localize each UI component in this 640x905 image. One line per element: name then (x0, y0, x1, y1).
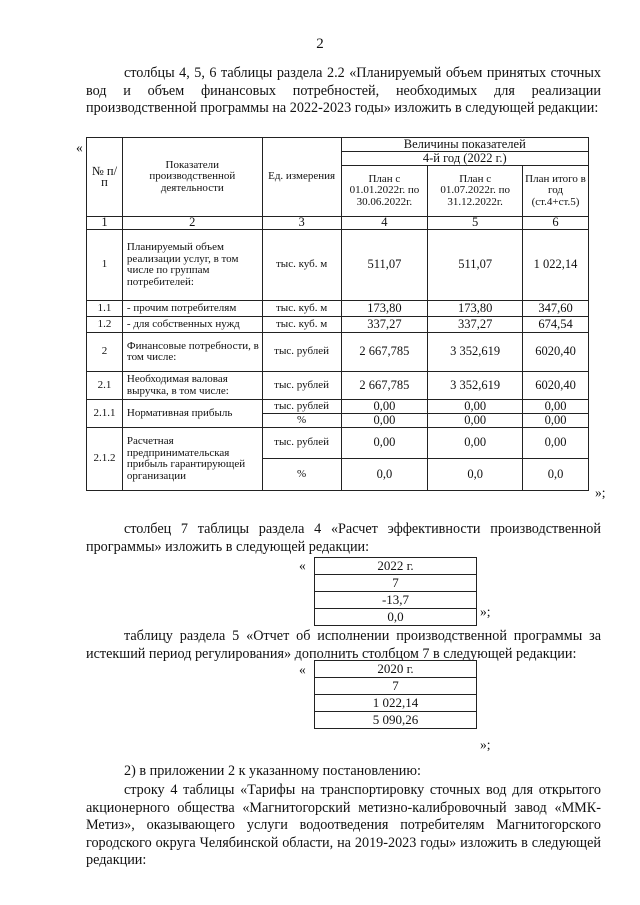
row-name: Планируемый объем реализации услуг, в том числе по группам потребителей: (122, 230, 262, 301)
report-paragraph: таблицу раздела 5 «Отчет об исполнении производственной программы за истекший период регулирования» дополнить столбцом 7 в следующей редакции: (86, 628, 601, 662)
hdr-num: № п/п (87, 138, 123, 217)
hdr-plan2: План с 01.07.2022г. по 31.12.2022г. (428, 166, 523, 217)
row-value: 0,00 (523, 428, 589, 459)
row-num: 2.1.1 (87, 400, 123, 428)
row-unit: % (262, 414, 341, 428)
table-row (87, 372, 589, 400)
row-value: 674,54 (523, 317, 589, 333)
row-value: 6020,40 (523, 333, 589, 372)
row-num: 2.1.2 (87, 428, 123, 491)
row-value: 0,0 (428, 459, 523, 491)
row-value: 0,00 (428, 414, 523, 428)
table3-open-quote: « (299, 662, 306, 677)
table2-cell: 7 (315, 575, 477, 592)
row-name: Финансовые потребности, в том числе: (122, 333, 262, 372)
row-unit: тыс. куб. м (262, 317, 341, 333)
page-number: 2 (316, 36, 324, 52)
row-value: 0,00 (428, 400, 523, 414)
row-value: 0,00 (341, 400, 428, 414)
row-unit: % (262, 459, 341, 491)
row-value: 173,80 (341, 301, 428, 317)
row4-paragraph: строку 4 таблицы «Тарифы на транспортировку сточных вод для открытого акционерного общества «Магнитогорский метизно-калибровочный завод «ММК-Метиз», оказывающего услуги водоотведения потребителям Магнитогорского городского округа Челябинской области, на 2019-2023 годы» изложить в следующей редакции: (86, 782, 601, 868)
row-value: 0,00 (523, 414, 589, 428)
table3-close-quote: »; (480, 737, 491, 752)
appendix-paragraph: 2) в приложении 2 к указанному постановлению: (124, 763, 421, 779)
table-row (87, 400, 589, 414)
hdr-year-title: 4-й год (2022 г.) (341, 152, 589, 166)
hdr-plan-total: План итого в год (ст.4+ст.5) (523, 166, 589, 217)
hdr-unit: Ед. измерения (262, 138, 341, 217)
row-value: 337,27 (341, 317, 428, 333)
row-unit: тыс. рублей (262, 400, 341, 414)
col-number: 2 (122, 217, 262, 230)
row-unit: тыс. рублей (262, 372, 341, 400)
table3-cell: 1 022,14 (315, 695, 477, 712)
row-value: 347,60 (523, 301, 589, 317)
table2-cell: 0,0 (315, 609, 477, 626)
hdr-indicators: Показатели производственной деятельности (122, 138, 262, 217)
row-num: 2.1 (87, 372, 123, 400)
table-row (87, 230, 589, 301)
col-number: 6 (523, 217, 589, 230)
intro-paragraph: столбцы 4, 5, 6 таблицы раздела 2.2 «Планируемый объем принятых сточных вод и объем финансовых потребностей, необходимых для реализации производственной программы на 2022-2023 годы» изложить в следующей редакции: (86, 65, 601, 116)
table2-close-quote: »; (480, 604, 491, 619)
hdr-plan1: План с 01.01.2022г. по 30.06.2022г. (341, 166, 428, 217)
row-num: 1 (87, 230, 123, 301)
report-column-table (314, 660, 477, 729)
row-name: Необходимая валовая выручка, в том числе: (122, 372, 262, 400)
production-table (86, 137, 589, 491)
col7-paragraph: столбец 7 таблицы раздела 4 «Расчет эффективности производственной программы» изложить в следующей редакции: (86, 521, 601, 555)
col-number: 3 (262, 217, 341, 230)
row-value: 3 352,619 (428, 333, 523, 372)
col-number: 1 (87, 217, 123, 230)
row-name: Нормативная прибыль (122, 400, 262, 428)
row-value: 3 352,619 (428, 372, 523, 400)
row-unit: тыс. куб. м (262, 301, 341, 317)
table2-cell: 2022 г. (315, 558, 477, 575)
row-value: 2 667,785 (341, 372, 428, 400)
table-row (87, 428, 589, 459)
row-num: 2 (87, 333, 123, 372)
col-number-row (87, 217, 589, 230)
table3-cell: 5 090,26 (315, 712, 477, 729)
row-value: 0,00 (341, 428, 428, 459)
row-unit: тыс. куб. м (262, 230, 341, 301)
row-value: 2 667,785 (341, 333, 428, 372)
row-value: 173,80 (428, 301, 523, 317)
row-value: 0,00 (428, 428, 523, 459)
table3-cell: 7 (315, 678, 477, 695)
table1-open-quote: « (76, 140, 83, 155)
hdr-values-title: Величины показателей (341, 138, 589, 152)
table-row (87, 317, 589, 333)
row-num: 1.1 (87, 301, 123, 317)
table2-cell: -13,7 (315, 592, 477, 609)
table-row (87, 301, 589, 317)
row-value: 0,0 (523, 459, 589, 491)
row-num: 1.2 (87, 317, 123, 333)
row-value: 0,0 (341, 459, 428, 491)
row-value: 337,27 (428, 317, 523, 333)
efficiency-column-table (314, 557, 477, 626)
row-unit: тыс. рублей (262, 333, 341, 372)
row-value: 511,07 (428, 230, 523, 301)
row-value: 6020,40 (523, 372, 589, 400)
table3-cell: 2020 г. (315, 661, 477, 678)
table2-open-quote: « (299, 558, 306, 573)
row-name: - для собственных нужд (122, 317, 262, 333)
row-value: 1 022,14 (523, 230, 589, 301)
table-row (87, 333, 589, 372)
col-number: 4 (341, 217, 428, 230)
row-name: - прочим потребителям (122, 301, 262, 317)
row-name: Расчетная предпринимательская прибыль гарантирующей организации (122, 428, 262, 491)
row-value: 0,00 (341, 414, 428, 428)
table1-close-quote: »; (595, 485, 606, 500)
row-unit: тыс. рублей (262, 428, 341, 459)
col-number: 5 (428, 217, 523, 230)
row-value: 511,07 (341, 230, 428, 301)
row-value: 0,00 (523, 400, 589, 414)
